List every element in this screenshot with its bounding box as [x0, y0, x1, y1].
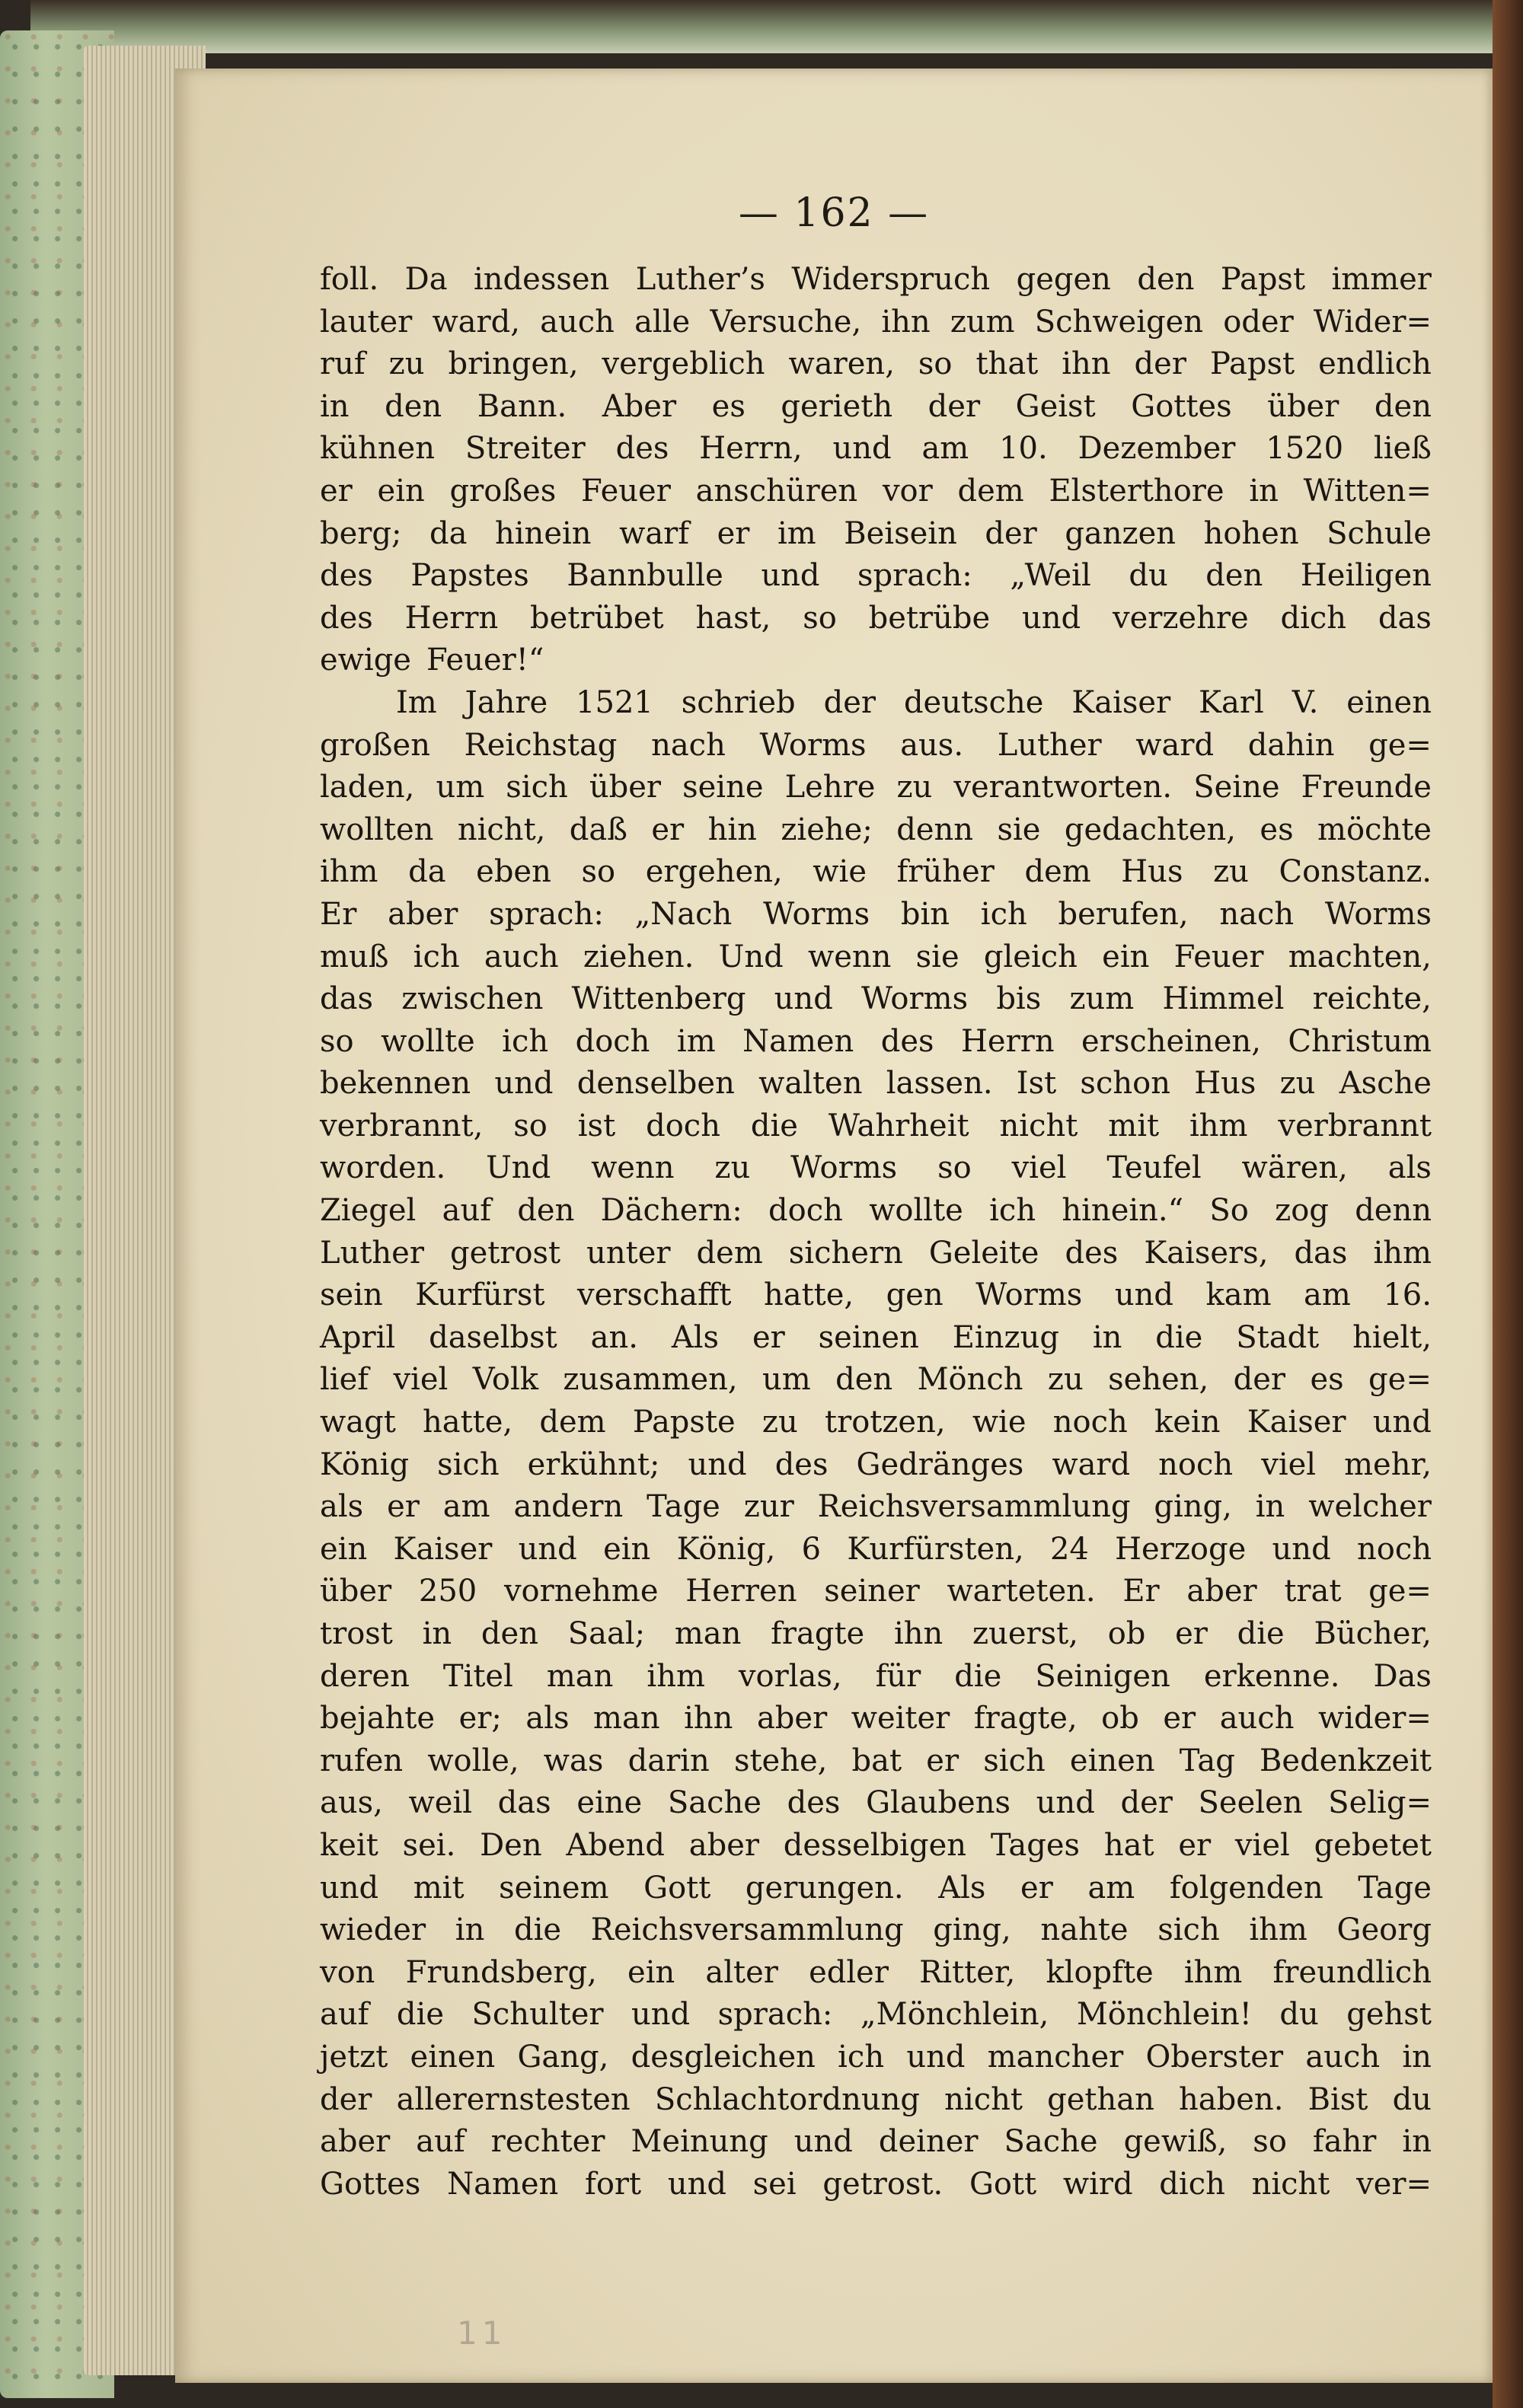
- text-line: rufen wolle, was darin stehe, bat er sich einen Tag Bedenkzeit: [320, 1743, 1432, 1778]
- leather-spine-edge: [1493, 0, 1523, 2408]
- text-line: berg; da hinein warf er im Beisein der ganzen hohen Schule: [320, 515, 1432, 551]
- text-line: Im Jahre 1521 schrieb der deutsche Kaiser Karl V. einen: [396, 684, 1432, 720]
- text-line: keit sei. Den Abend aber desselbigen Tages hat er viel gebetet: [320, 1827, 1432, 1863]
- page-number: — 162 —: [738, 190, 930, 236]
- text-line: großen Reichstag nach Worms aus. Luther ward dahin ge=: [320, 727, 1432, 763]
- text-line: ewige Feuer!“: [320, 643, 544, 678]
- text-line: April daselbst an. Als er seinen Einzug in die Stadt hielt,: [320, 1319, 1432, 1355]
- text-line: worden. Und wenn zu Worms so viel Teufel wären, als: [320, 1150, 1432, 1186]
- book-cover-top-edge: [30, 0, 1523, 53]
- text-line: als er am andern Tage zur Reichsversammlung ging, in welcher: [320, 1489, 1432, 1525]
- text-line: wollten nicht, daß er hin ziehe; denn sie gedachten, es möchte: [320, 812, 1432, 847]
- text-line: König sich erkühnt; und des Gedränges ward noch viel mehr,: [320, 1446, 1432, 1482]
- text-line: in den Bann. Aber es gerieth der Geist Gottes über den: [320, 388, 1432, 424]
- text-line: über 250 vornehme Herren seiner warteten. Er aber trat ge=: [320, 1574, 1432, 1609]
- text-line: jetzt einen Gang, desgleichen ich und mancher Oberster auch in: [320, 2039, 1432, 2075]
- text-line: des Herrn betrübet hast, so betrübe und verzehre dich das: [320, 600, 1432, 636]
- text-line: und mit seinem Gott gerungen. Als er am folgenden Tage: [320, 1870, 1432, 1906]
- text-line: Luther getrost unter dem sichern Geleite des Kaisers, das ihm: [320, 1235, 1432, 1271]
- text-line: er ein großes Feuer anschüren vor dem Elsterthore in Witten=: [320, 473, 1432, 509]
- text-line: Gottes Namen fort und sei getrost. Gott wird dich nicht ver=: [320, 2166, 1432, 2202]
- text-line: ruf zu bringen, vergeblich waren, so that ihn der Papst endlich: [320, 346, 1432, 382]
- text-line: kühnen Streiter des Herrn, und am 10. Dezember 1520 ließ: [320, 431, 1432, 467]
- book-page: [175, 69, 1493, 2383]
- text-line: auf die Schulter und sprach: „Mönchlein, Mönchlein! du gehst: [320, 1997, 1432, 2033]
- body-text: [320, 259, 1432, 2205]
- text-line: der allerernstesten Schlachtordnung nicht gethan haben. Bist du: [320, 2081, 1432, 2117]
- text-line: so wollte ich doch im Namen des Herrn erscheinen, Christum: [320, 1023, 1432, 1059]
- text-line: des Papstes Bannbulle und sprach: „Weil du den Heiligen: [320, 558, 1432, 594]
- text-line: sein Kurfürst verschafft hatte, gen Worms und kam am 16.: [320, 1277, 1432, 1313]
- text-line: bekennen und denselben walten lassen. Ist schon Hus zu Asche: [320, 1066, 1432, 1102]
- text-line: laden, um sich über seine Lehre zu verantworten. Seine Freunde: [320, 770, 1432, 805]
- text-line: lauter ward, auch alle Versuche, ihn zum Schweigen oder Wider=: [320, 304, 1432, 340]
- text-line: muß ich auch ziehen. Und wenn sie gleich ein Feuer machten,: [320, 939, 1432, 974]
- text-line: verbrannt, so ist doch die Wahrheit nicht mit ihm verbrannt: [320, 1108, 1432, 1143]
- text-line: aber auf rechter Meinung und deiner Sache gewiß, so fahr in: [320, 2124, 1432, 2160]
- text-line: wagt hatte, dem Papste zu trotzen, wie noch kein Kaiser und: [320, 1405, 1432, 1440]
- text-line: Ziegel auf den Dächern: doch wollte ich hinein.“ So zog denn: [320, 1193, 1432, 1229]
- text-line: foll. Da indessen Luther’s Widerspruch gegen den Papst immer: [320, 262, 1432, 297]
- text-line: Er aber sprach: „Nach Worms bin ich berufen, nach Worms: [320, 896, 1432, 932]
- text-line: bejahte er; als man ihn aber weiter fragte, ob er auch wider=: [320, 1701, 1432, 1737]
- text-line: wieder in die Reichsversammlung ging, nahte sich ihm Georg: [320, 1912, 1432, 1948]
- text-line: aus, weil das eine Sache des Glaubens und der Seelen Selig=: [320, 1785, 1432, 1821]
- pencil-mark: 11: [457, 2314, 507, 2352]
- text-line: deren Titel man ihm vorlas, für die Seinigen erkenne. Das: [320, 1658, 1432, 1694]
- text-line: lief viel Volk zusammen, um den Mönch zu sehen, der es ge=: [320, 1362, 1432, 1398]
- text-line: das zwischen Wittenberg und Worms bis zum Himmel reichte,: [320, 981, 1432, 1017]
- text-line: trost in den Saal; man fragte ihn zuerst, ob er die Bücher,: [320, 1616, 1432, 1651]
- text-line: ihm da eben so ergehen, wie früher dem Hus zu Constanz.: [320, 854, 1432, 890]
- text-line: ein Kaiser und ein König, 6 Kurfürsten, 24 Herzoge und noch: [320, 1531, 1432, 1567]
- text-line: von Frundsberg, ein alter edler Ritter, klopfte ihm freundlich: [320, 1954, 1432, 1990]
